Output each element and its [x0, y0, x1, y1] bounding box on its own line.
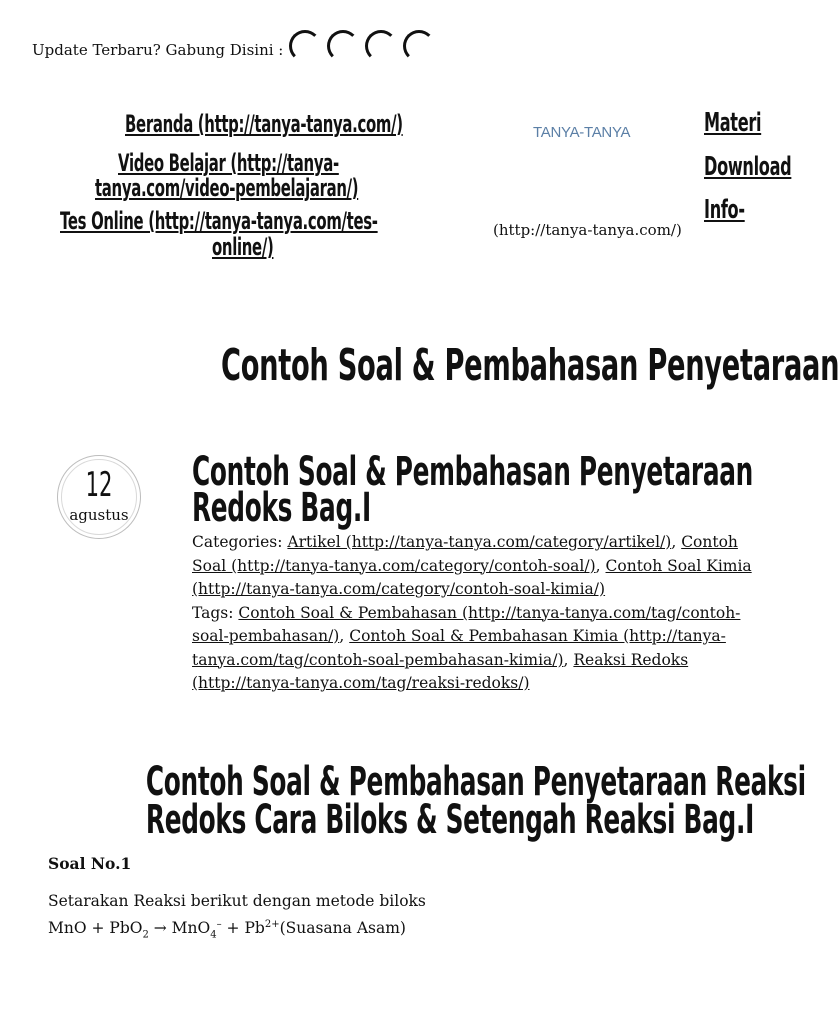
nav-link-materi[interactable]: Materi — [704, 108, 762, 138]
category-link-contoh-soal-kimia[interactable]: Contoh Soal Kimia (http://tanya-tanya.com/category/contoh-soal-kimia/) — [192, 556, 752, 598]
nav-link-tes-online-cont[interactable]: online/) — [212, 233, 274, 261]
nav-link-download[interactable]: Download — [704, 152, 792, 182]
question-instruction: Setarakan Reaksi berikut dengan metode biloks — [48, 892, 426, 910]
topbar — [32, 38, 435, 62]
eq-part-a: MnO + PbO — [48, 919, 143, 938]
site-logo[interactable]: TANYA-TANYA — [533, 124, 631, 141]
post-title[interactable]: Contoh Soal & Pembahasan Penyetaraan — [192, 449, 754, 495]
social-links — [289, 38, 435, 62]
question-label: Soal No.1 — [48, 854, 132, 873]
article-heading: Contoh Soal & Pembahasan Penyetaraan Reaksi — [145, 759, 806, 805]
social-icon-2[interactable] — [327, 30, 359, 62]
date-day: 12 — [85, 465, 113, 505]
nav-link-beranda[interactable]: Beranda (http://tanya-tanya.com/) — [125, 110, 403, 138]
social-icon-4[interactable] — [403, 30, 435, 62]
article-heading-cont: Redoks Cara Biloks & Setengah Reaksi Bag.I — [145, 797, 754, 843]
nav-link-video-belajar[interactable]: Video Belajar (http://tanya- — [118, 149, 339, 177]
eq-sub-b: 4 — [210, 929, 217, 941]
eq-arrow: → MnO — [148, 919, 211, 938]
eq-sub-a: 2 — [142, 929, 149, 941]
tag-link-reaksi-redoks[interactable]: Reaksi Redoks (http://tanya-tanya.com/tag/reaksi-redoks/) — [192, 650, 689, 692]
tags-label: Tags: — [192, 603, 234, 622]
category-link-artikel[interactable]: Artikel (http://tanya-tanya.com/category/artikel/) — [287, 533, 672, 551]
nav-link-info[interactable]: Info- — [704, 195, 745, 225]
date-month: agustus — [69, 506, 129, 524]
social-icon-1[interactable] — [289, 30, 321, 62]
post-meta: Categories: Artikel (http://tanya-tanya.com/category/artikel/), Contoh Soal (http://tanya-tanya.com/category/contoh-soal/), Contoh Soal Kimia (http://tanya-tanya.com/category/contoh-soal-kimia/) Tags: Contoh Soal & Pembahasan (http://tanya-tanya.com/tag/contoh-soal-pembahasan/), Contoh Soal & Pembahasan Kimia (http://tanya-tanya.com/tag/contoh-soal-pembahasan-kimia/), Reaksi Redoks (http://tanya-tanya.com/tag/reaksi-redoks/) — [192, 533, 752, 692]
category-link-contoh-soal[interactable]: Contoh Soal (http://tanya-tanya.com/category/contoh-soal/) — [192, 533, 738, 575]
eq-condition: (Suasana Asam) — [279, 919, 406, 938]
site-logo-url[interactable]: (http://tanya-tanya.com/) — [493, 221, 682, 239]
tag-link-contoh-soal-pembahasan-kimia[interactable]: Contoh Soal & Pembahasan Kimia (http://tanya-tanya.com/tag/contoh-soal-pembahasan-kimia/) — [192, 627, 726, 669]
page-title: Contoh Soal & Pembahasan Penyetaraan — [221, 340, 839, 391]
reaction-equation — [48, 913, 426, 946]
tag-link-contoh-soal-pembahasan[interactable]: Contoh Soal & Pembahasan (http://tanya-tanya.com/tag/contoh-soal-pembahasan/) — [192, 603, 741, 645]
nav-link-video-belajar-cont[interactable]: tanya.com/video-pembelajaran/) — [95, 174, 359, 202]
post-title-cont[interactable]: Redoks Bag.I — [192, 485, 371, 531]
categories-label: Categories: — [192, 533, 283, 551]
question-body — [48, 890, 426, 946]
nav-link-tes-online[interactable]: Tes Online (http://tanya-tanya.com/tes- — [60, 207, 378, 235]
eq-sup-b: – — [216, 919, 222, 930]
social-icon-3[interactable] — [365, 30, 397, 62]
update-label: Update Terbaru? Gabung Disini : — [32, 41, 284, 59]
eq-part-c: + Pb — [221, 919, 265, 938]
date-badge — [57, 455, 141, 539]
eq-sup-c: 2+ — [264, 919, 280, 930]
